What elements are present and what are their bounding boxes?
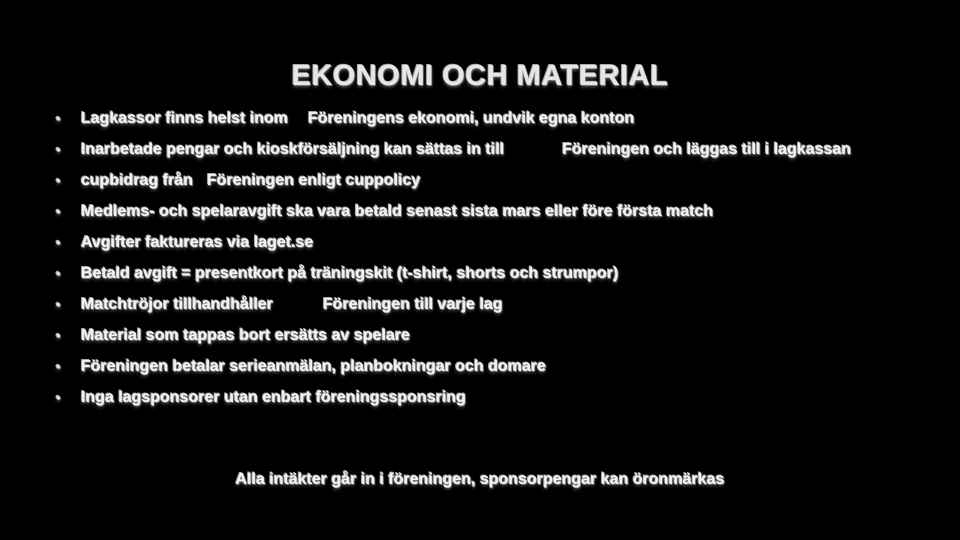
list-item bbox=[56, 387, 906, 408]
list-item bbox=[56, 294, 906, 315]
bullet-text-part2: Föreningen enligt cuppolicy bbox=[207, 172, 421, 189]
bullet-text: Material som tappas bort ersätts av spelare bbox=[81, 327, 411, 344]
list-item bbox=[56, 139, 906, 160]
list-item bbox=[56, 108, 906, 129]
footer-note: Alla intäkter går in i föreningen, sponsorpengar kan öronmärkas bbox=[235, 471, 725, 488]
bullet-list bbox=[56, 108, 906, 408]
bullet-text-part1: Matchtröjor tillhandhåller bbox=[81, 296, 274, 313]
bullet-text: Inga lagsponsorer utan enbart föreningssponsring bbox=[81, 389, 466, 406]
bullet-text-part2: Föreningens ekonomi, undvik egna konton bbox=[308, 110, 635, 127]
slide-title: EKONOMI OCH MATERIAL bbox=[291, 60, 669, 92]
bullet-text-part1: Inarbetade pengar och kioskförsäljning kan sättas in till bbox=[81, 141, 505, 158]
bullet-icon: • bbox=[56, 204, 61, 219]
bullet-text-part2: Föreningen och läggas till i lagkassan bbox=[562, 141, 852, 158]
list-item bbox=[56, 356, 906, 377]
bullet-icon: • bbox=[56, 235, 61, 250]
list-item bbox=[56, 232, 906, 253]
list-item bbox=[56, 170, 906, 191]
bullet-text-part1: cupbidrag från bbox=[81, 172, 194, 189]
bullet-text: Föreningen betalar serieanmälan, planbokningar och domare bbox=[81, 358, 546, 375]
bullet-icon: • bbox=[56, 111, 61, 126]
bullet-text-part1: Lagkassor finns helst inom bbox=[81, 110, 289, 127]
bullet-icon: • bbox=[56, 297, 61, 312]
bullet-text: Avgifter faktureras via laget.se bbox=[81, 234, 314, 251]
bullet-text: Medlems- och spelaravgift ska vara betald senast sista mars eller före första match bbox=[81, 203, 714, 220]
list-item bbox=[56, 263, 906, 284]
bullet-text: Betald avgift = presentkort på träningskit (t-shirt, shorts och strumpor) bbox=[81, 265, 619, 282]
bullet-icon: • bbox=[56, 142, 61, 157]
bullet-icon: • bbox=[56, 359, 61, 374]
bullet-icon: • bbox=[56, 266, 61, 281]
list-item bbox=[56, 201, 906, 222]
bullet-icon: • bbox=[56, 173, 61, 188]
bullet-text-part2: Föreningen till varje lag bbox=[323, 296, 503, 313]
bullet-icon: • bbox=[56, 390, 61, 405]
bullet-icon: • bbox=[56, 328, 61, 343]
list-item bbox=[56, 325, 906, 346]
